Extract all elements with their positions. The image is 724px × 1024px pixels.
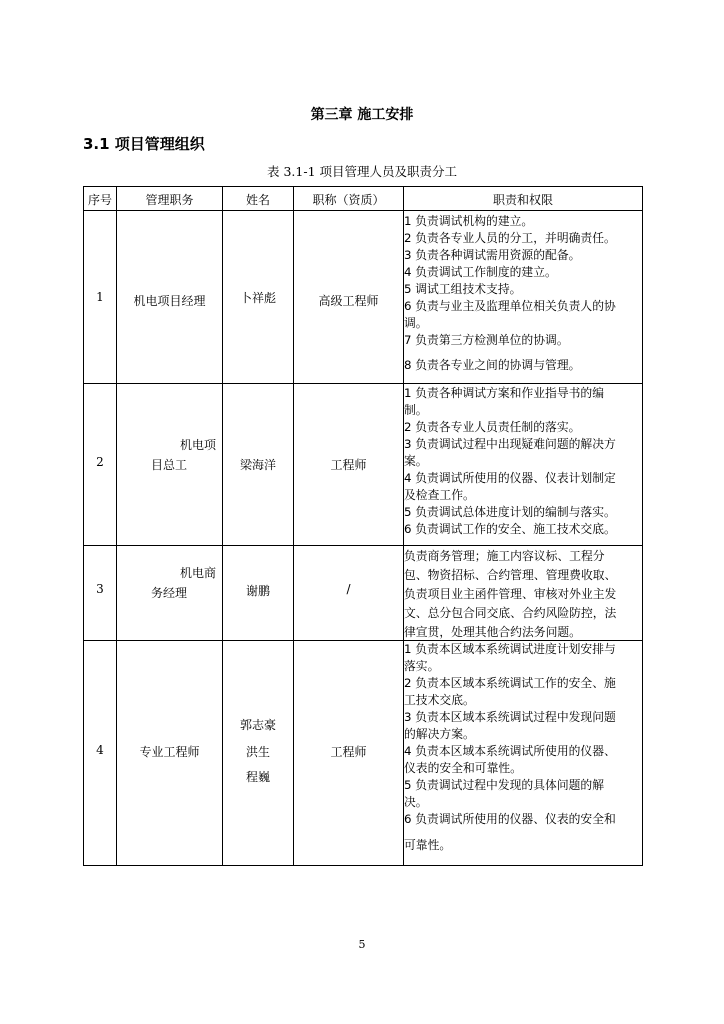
duty-line: 6 负责调试所使用的仪器、仪表的安全和 bbox=[404, 812, 616, 826]
duty-line: 的解决方案。 bbox=[404, 727, 475, 741]
page-number: 5 bbox=[358, 938, 366, 951]
duty-line: 制。 bbox=[404, 403, 428, 417]
duty-line: 负责项目业主函件管理、审核对外业主发 bbox=[404, 587, 617, 601]
row-no: 1 bbox=[96, 290, 104, 304]
duty-line: 3 负责各种调试需用资源的配备。 bbox=[404, 248, 581, 262]
row-title: 工程师 bbox=[330, 458, 367, 472]
duty-line: 3 负责本区域本系统调试过程中发现问题 bbox=[404, 710, 616, 724]
duty-line: 包、物资招标、合约管理、管理费收取、 bbox=[404, 568, 617, 582]
table-border bbox=[116, 186, 117, 866]
row-name: 洪生 bbox=[245, 745, 270, 759]
row-title: / bbox=[346, 582, 351, 596]
table-caption bbox=[0, 162, 724, 180]
row-title: 高级工程师 bbox=[318, 294, 379, 308]
duty-line: 1 负责本区域本系统调试进度计划安排与 bbox=[404, 642, 616, 656]
caption-number: 3.1-1 bbox=[283, 164, 316, 179]
row-role-line: 机电项 bbox=[180, 438, 217, 452]
row-name: 梁海洋 bbox=[239, 458, 276, 472]
duty-line: 6 负责与业主及监理单位相关负责人的协 bbox=[404, 299, 616, 313]
table-border bbox=[83, 383, 643, 384]
row-duties bbox=[404, 641, 616, 854]
header-name: 姓名 bbox=[245, 193, 270, 207]
row-role-line: 目总工 bbox=[151, 458, 188, 472]
duty-line: 及检查工作。 bbox=[404, 488, 475, 502]
row-name: 卜祥彪 bbox=[239, 291, 276, 305]
table-border bbox=[222, 186, 223, 866]
row-name: 程巍 bbox=[245, 770, 270, 784]
duty-line: 4 负责调试工作制度的建立。 bbox=[404, 265, 557, 279]
row-role: 专业工程师 bbox=[139, 745, 200, 759]
row-role-line: 机电商 bbox=[180, 566, 217, 580]
duty-line: 工技术交底。 bbox=[404, 693, 475, 707]
duty-line: 5 负责调试总体进度计划的编制与落实。 bbox=[404, 505, 616, 519]
duty-line: 5 负责调试过程中发现的具体问题的解 bbox=[404, 778, 605, 792]
duty-line: 负责商务管理；施工内容议标、工程分 bbox=[404, 549, 605, 563]
row-role: 机电项目经理 bbox=[133, 294, 206, 308]
duty-line: 6 负责调试工作的安全、施工技术交底。 bbox=[404, 522, 616, 536]
row-duties bbox=[404, 213, 616, 374]
row-duties bbox=[404, 547, 616, 642]
table-border bbox=[83, 186, 643, 187]
duty-line: 8 负责各专业之间的协调与管理。 bbox=[404, 358, 581, 372]
duty-line: 5 调试工组技术支持。 bbox=[404, 282, 522, 296]
duty-line: 仪表的安全和可靠性。 bbox=[404, 761, 522, 775]
caption-text: 项目管理人员及职责分工 bbox=[315, 164, 458, 179]
table-border bbox=[642, 186, 643, 866]
row-no: 2 bbox=[96, 455, 104, 469]
duty-line: 2 负责各专业人员的分工，并明确责任。 bbox=[404, 231, 616, 245]
row-role-line: 务经理 bbox=[151, 586, 188, 600]
duty-line: 4 负责本区域本系统调试所使用的仪器、 bbox=[404, 744, 616, 758]
duty-line: 律宣贯，处理其他合约法务问题。 bbox=[404, 625, 581, 639]
chapter-title: 第三章 施工安排 bbox=[310, 107, 414, 123]
header-duties: 职责和权限 bbox=[492, 193, 553, 207]
row-name: 郭志豪 bbox=[239, 718, 276, 732]
duty-line: 2 负责各专业人员责任制的落实。 bbox=[404, 420, 581, 434]
header-no: 序号 bbox=[87, 193, 112, 207]
duty-line: 决。 bbox=[404, 795, 428, 809]
row-duties bbox=[404, 385, 616, 538]
header-role: 管理职务 bbox=[145, 193, 194, 207]
duty-line: 可靠性。 bbox=[404, 838, 452, 852]
duty-line: 案。 bbox=[404, 454, 428, 468]
duty-line: 调。 bbox=[404, 316, 428, 330]
caption-prefix: 表 bbox=[266, 164, 284, 179]
duty-line: 1 负责调试机构的建立。 bbox=[404, 214, 534, 228]
duty-line: 4 负责调试所使用的仪器、仪表计划制定 bbox=[404, 471, 616, 485]
row-no: 4 bbox=[96, 743, 104, 757]
header-title: 职称（资质） bbox=[312, 193, 385, 207]
section-title: 3.1 项目管理组织 bbox=[83, 135, 205, 153]
duty-line: 文、总分包合同交底、合约风险防控，法 bbox=[404, 606, 617, 620]
row-no: 3 bbox=[96, 582, 104, 596]
row-title: 工程师 bbox=[330, 745, 367, 759]
table-border bbox=[83, 545, 643, 546]
table-border bbox=[83, 865, 643, 866]
duty-line: 3 负责调试过程中出现疑难问题的解决方 bbox=[404, 437, 616, 451]
duty-line: 2 负责本区域本系统调试工作的安全、施 bbox=[404, 676, 616, 690]
table-border bbox=[83, 186, 84, 866]
table-border bbox=[293, 186, 294, 866]
duty-line: 7 负责第三方检测单位的协调。 bbox=[404, 333, 569, 347]
duty-line: 落实。 bbox=[404, 659, 440, 673]
duty-line: 1 负责各种调试方案和作业指导书的编 bbox=[404, 386, 605, 400]
table-border bbox=[83, 210, 643, 211]
row-name: 谢鹏 bbox=[245, 584, 270, 598]
